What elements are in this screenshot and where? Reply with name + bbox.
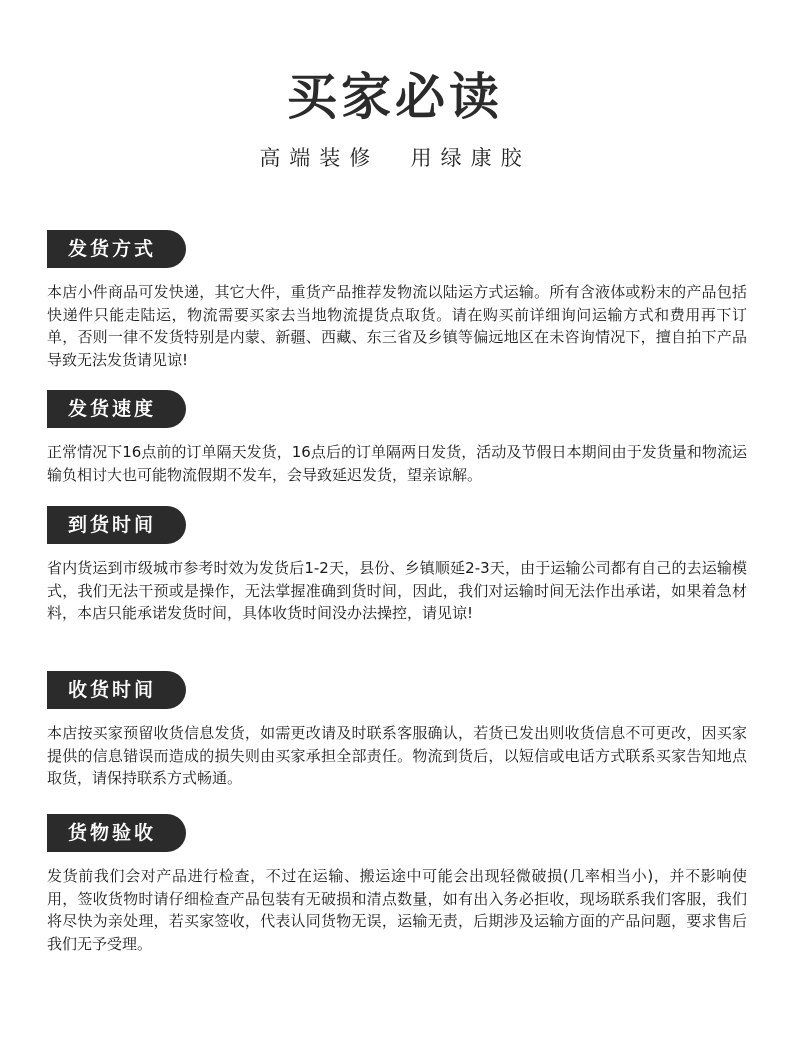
section-shipping-speed <box>47 390 747 486</box>
section-tag: 收货时间 <box>47 671 186 709</box>
section-arrival-time <box>47 506 747 625</box>
section-shipping-method <box>47 230 747 371</box>
section-receiving-time <box>47 671 747 790</box>
section-tag: 发货方式 <box>47 230 186 268</box>
section-body: 发货前我们会对产品进行检查，不过在运输、搬运途中可能会出现轻微破损(几率相当小)，并不影响使用，签收货物时请仔细检查产品包装有无破损和清点数量，如有出入务必拒收，现场联系我们客服，我们将尽快为亲处理，若买家签收，代表认同货物无误，运输无责，后期涉及运输方面的产品问题，要求售后我们无予受理。 <box>47 867 747 953</box>
section-body: 本店按买家预留收货信息发货，如需更改请及时联系客服确认，若货已发出则收货信息不可更改，因买家提供的信息错误而造成的损失则由买家承担全部责任。物流到货后，以短信或电话方式联系买家告知地点取货，请保持联系方式畅通。 <box>47 724 747 787</box>
section-body: 省内货运到市级城市参考时效为发货后1-2天，县份、乡镇顺延2-3天，由于运输公司都有自己的去运输模式，我们无法干预或是操作，无法掌握准确到货时间，因此，我们对运输时间无法作出承诺，如果着急材料，本店只能承诺发货时间，具体收货时间没办法操控，请见谅! <box>47 559 747 622</box>
section-tag: 到货时间 <box>47 506 186 544</box>
section-body: 本店小件商品可发快递，其它大件，重货产品推荐发物流以陆运方式运输。所有含液体或粉末的产品包括快递件只能走陆运，物流需要买家去当地物流提货点取货。请在购买前详细询问运输方式和费用再下订单，否则一律不发货特别是内蒙、新疆、西藏、东三省及乡镇等偏远地区在未咨询情况下，擅自拍下产品导致无法发货请见谅! <box>47 283 747 369</box>
section-goods-inspection <box>47 814 747 955</box>
page-title: 买家必读 <box>287 68 503 126</box>
section-tag: 发货速度 <box>47 390 186 428</box>
section-tag: 货物验收 <box>47 814 186 852</box>
page-subtitle: 高端装修 用绿康胶 <box>259 146 531 170</box>
section-body: 正常情况下16点前的订单隔天发货，16点后的订单隔两日发货，活动及节假日本期间由于发货量和物流运输负相讨大也可能物流假期不发车，会导致延迟发货，望亲谅解。 <box>47 443 747 484</box>
